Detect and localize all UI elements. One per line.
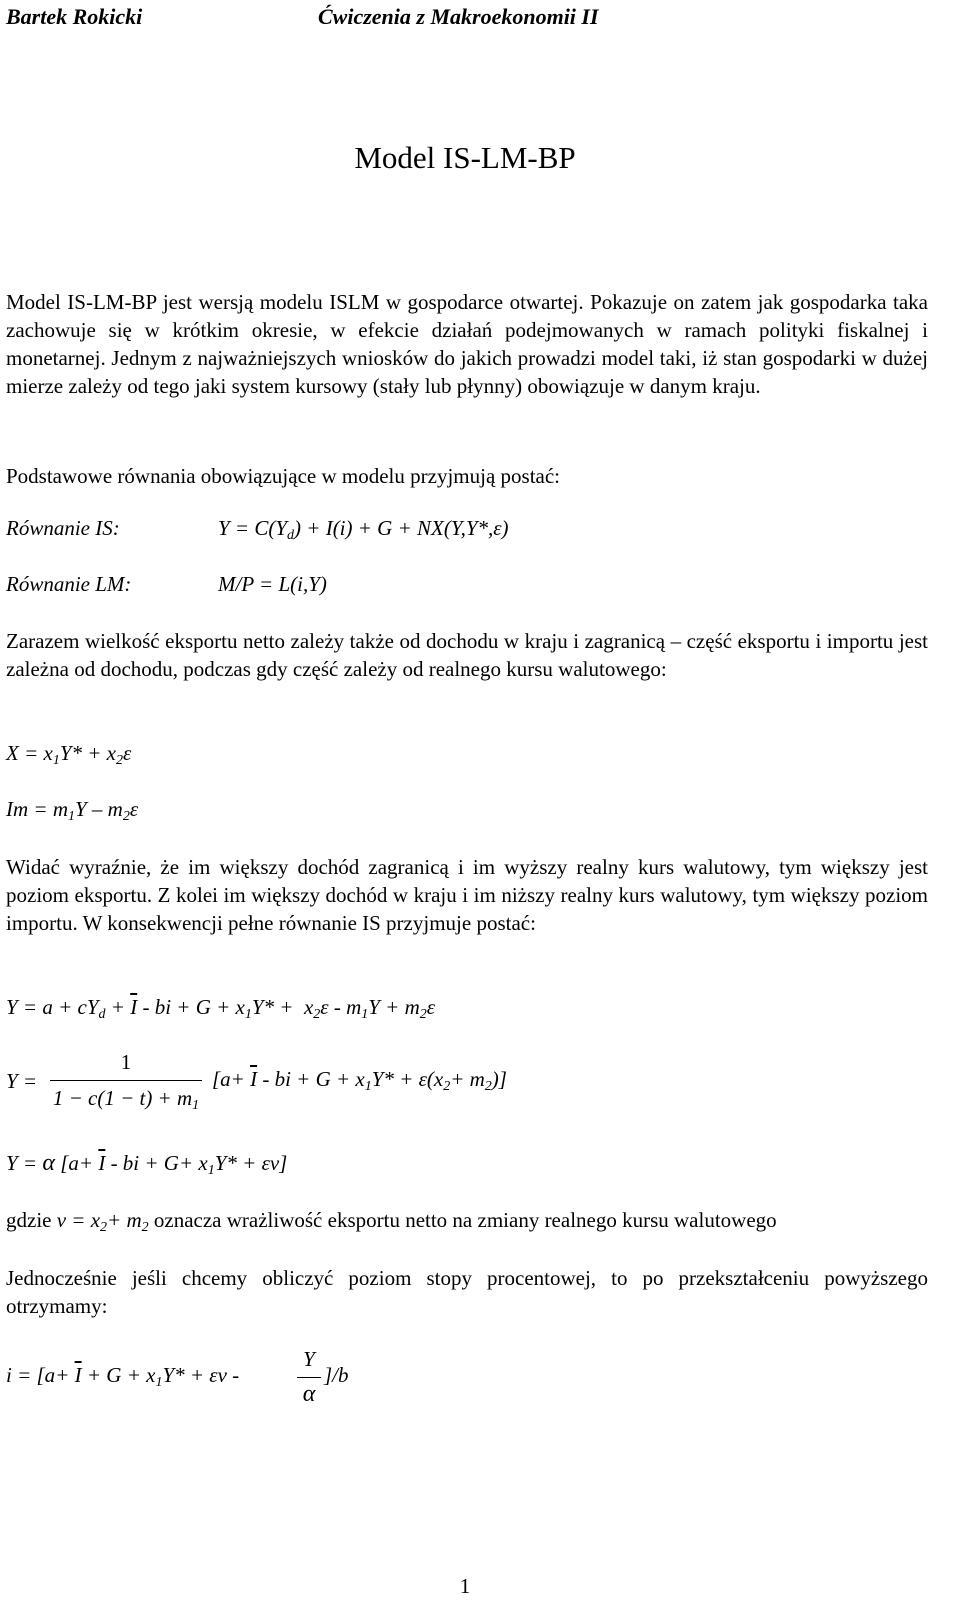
fraction-equation-lhs: Y =	[6, 1069, 38, 1093]
full-is-equation: $Y = a + cY_d + \overline{I}$ - bi + $G + x_1Y* + x_2\varepsilon - m_1Y + m_2\varepsilon$	[6, 995, 436, 1022]
conclusion-paragraph: Widać wyraźnie, że im większy dochód zagranicą i im wyższy realny kurs walutowy, tym większy jest poziom eksportu. Z kolei im większy dochód w kraju i im niższy realny kurs walutowy, tym większy poziom importu. W konsekwencji pełne równanie IS przyjmuje postać:	[6, 855, 928, 935]
export-equation: $X = x_1Y* + x_2\varepsilon$	[6, 741, 132, 768]
page-title: Model IS-LM-BP	[354, 140, 576, 175]
multiplier-fraction: 1 $1 - c(1 - t) + m_1$	[46, 1050, 206, 1122]
basic-equations-intro: Podstawowe równania obowiązujące w modelu przyjmują postać:	[6, 464, 561, 488]
interest-rate-paragraph: Jednocześnie jeśli chcemy obliczyć poziom stopy procentowej, to po przekształceniu powyższego otrzymamy:	[6, 1266, 928, 1318]
interest-rate-equation: $i = [a+ \overline{I} + G + x_1Y* + \varepsilon v$ -	[6, 1363, 240, 1390]
import-equation: $Im = m_1Y - m_2\varepsilon$	[6, 797, 139, 824]
intro-paragraph: Model IS-LM-BP jest wersją modelu ISLM w gospodarce otwartej. Pokazuje on zatem jak gospodarka taka zachowuje się w krótkim okresie, w efekcie działań podejmowanych w ramach polityki fiskalnej i monetarnej. Jednym z najważniejszych wniosków do jakich prowadzi model taki, iż stan gospodarki w dużej mierze zależy od tego jaki system kursowy (stały lub płynny) obowiązuje w danym kraju.	[6, 290, 928, 398]
lm-equation-label: Równanie LM:	[6, 572, 132, 596]
y-over-alpha-fraction: Y α	[294, 1347, 324, 1419]
is-equation-label: Równanie IS:	[6, 516, 120, 540]
is-equation: $Y = C(Y_d) + I(i) + G + NX(Y,Y*,\varepsilon)$	[218, 516, 509, 543]
exports-paragraph: Zarazem wielkość eksportu netto zależy także od dochodu w kraju i zagranicą – część eksportu i importu jest zależna od dochodu, podczas gdy część zależy od realnego kursu walutowego:	[6, 629, 928, 681]
lm-equation: M/P = L(i,Y)	[218, 572, 327, 596]
gdzie-definition: gdzie $v = x_2+ m_2$ oznacza wrażliwość eksportu netto na zmiany realnego kursu walutowego	[6, 1208, 777, 1235]
header-course: Ćwiczenia z Makroekonomii II	[318, 4, 599, 29]
fraction-equation-rhs: [$a+ \overline{I}$ - bi + $G + x_1Y* + \varepsilon(x_2+ m_2)$]	[212, 1067, 507, 1094]
interest-rate-equation-end: ]/b	[324, 1363, 349, 1387]
alpha-equation: Y = α [$a+ \overline{I}$ - bi + $G+ x_1Y* + \varepsilon v$]	[6, 1150, 288, 1178]
header-author: Bartek Rokicki	[6, 4, 143, 29]
page-header	[6, 4, 950, 34]
page-number: 1	[459, 1574, 471, 1598]
